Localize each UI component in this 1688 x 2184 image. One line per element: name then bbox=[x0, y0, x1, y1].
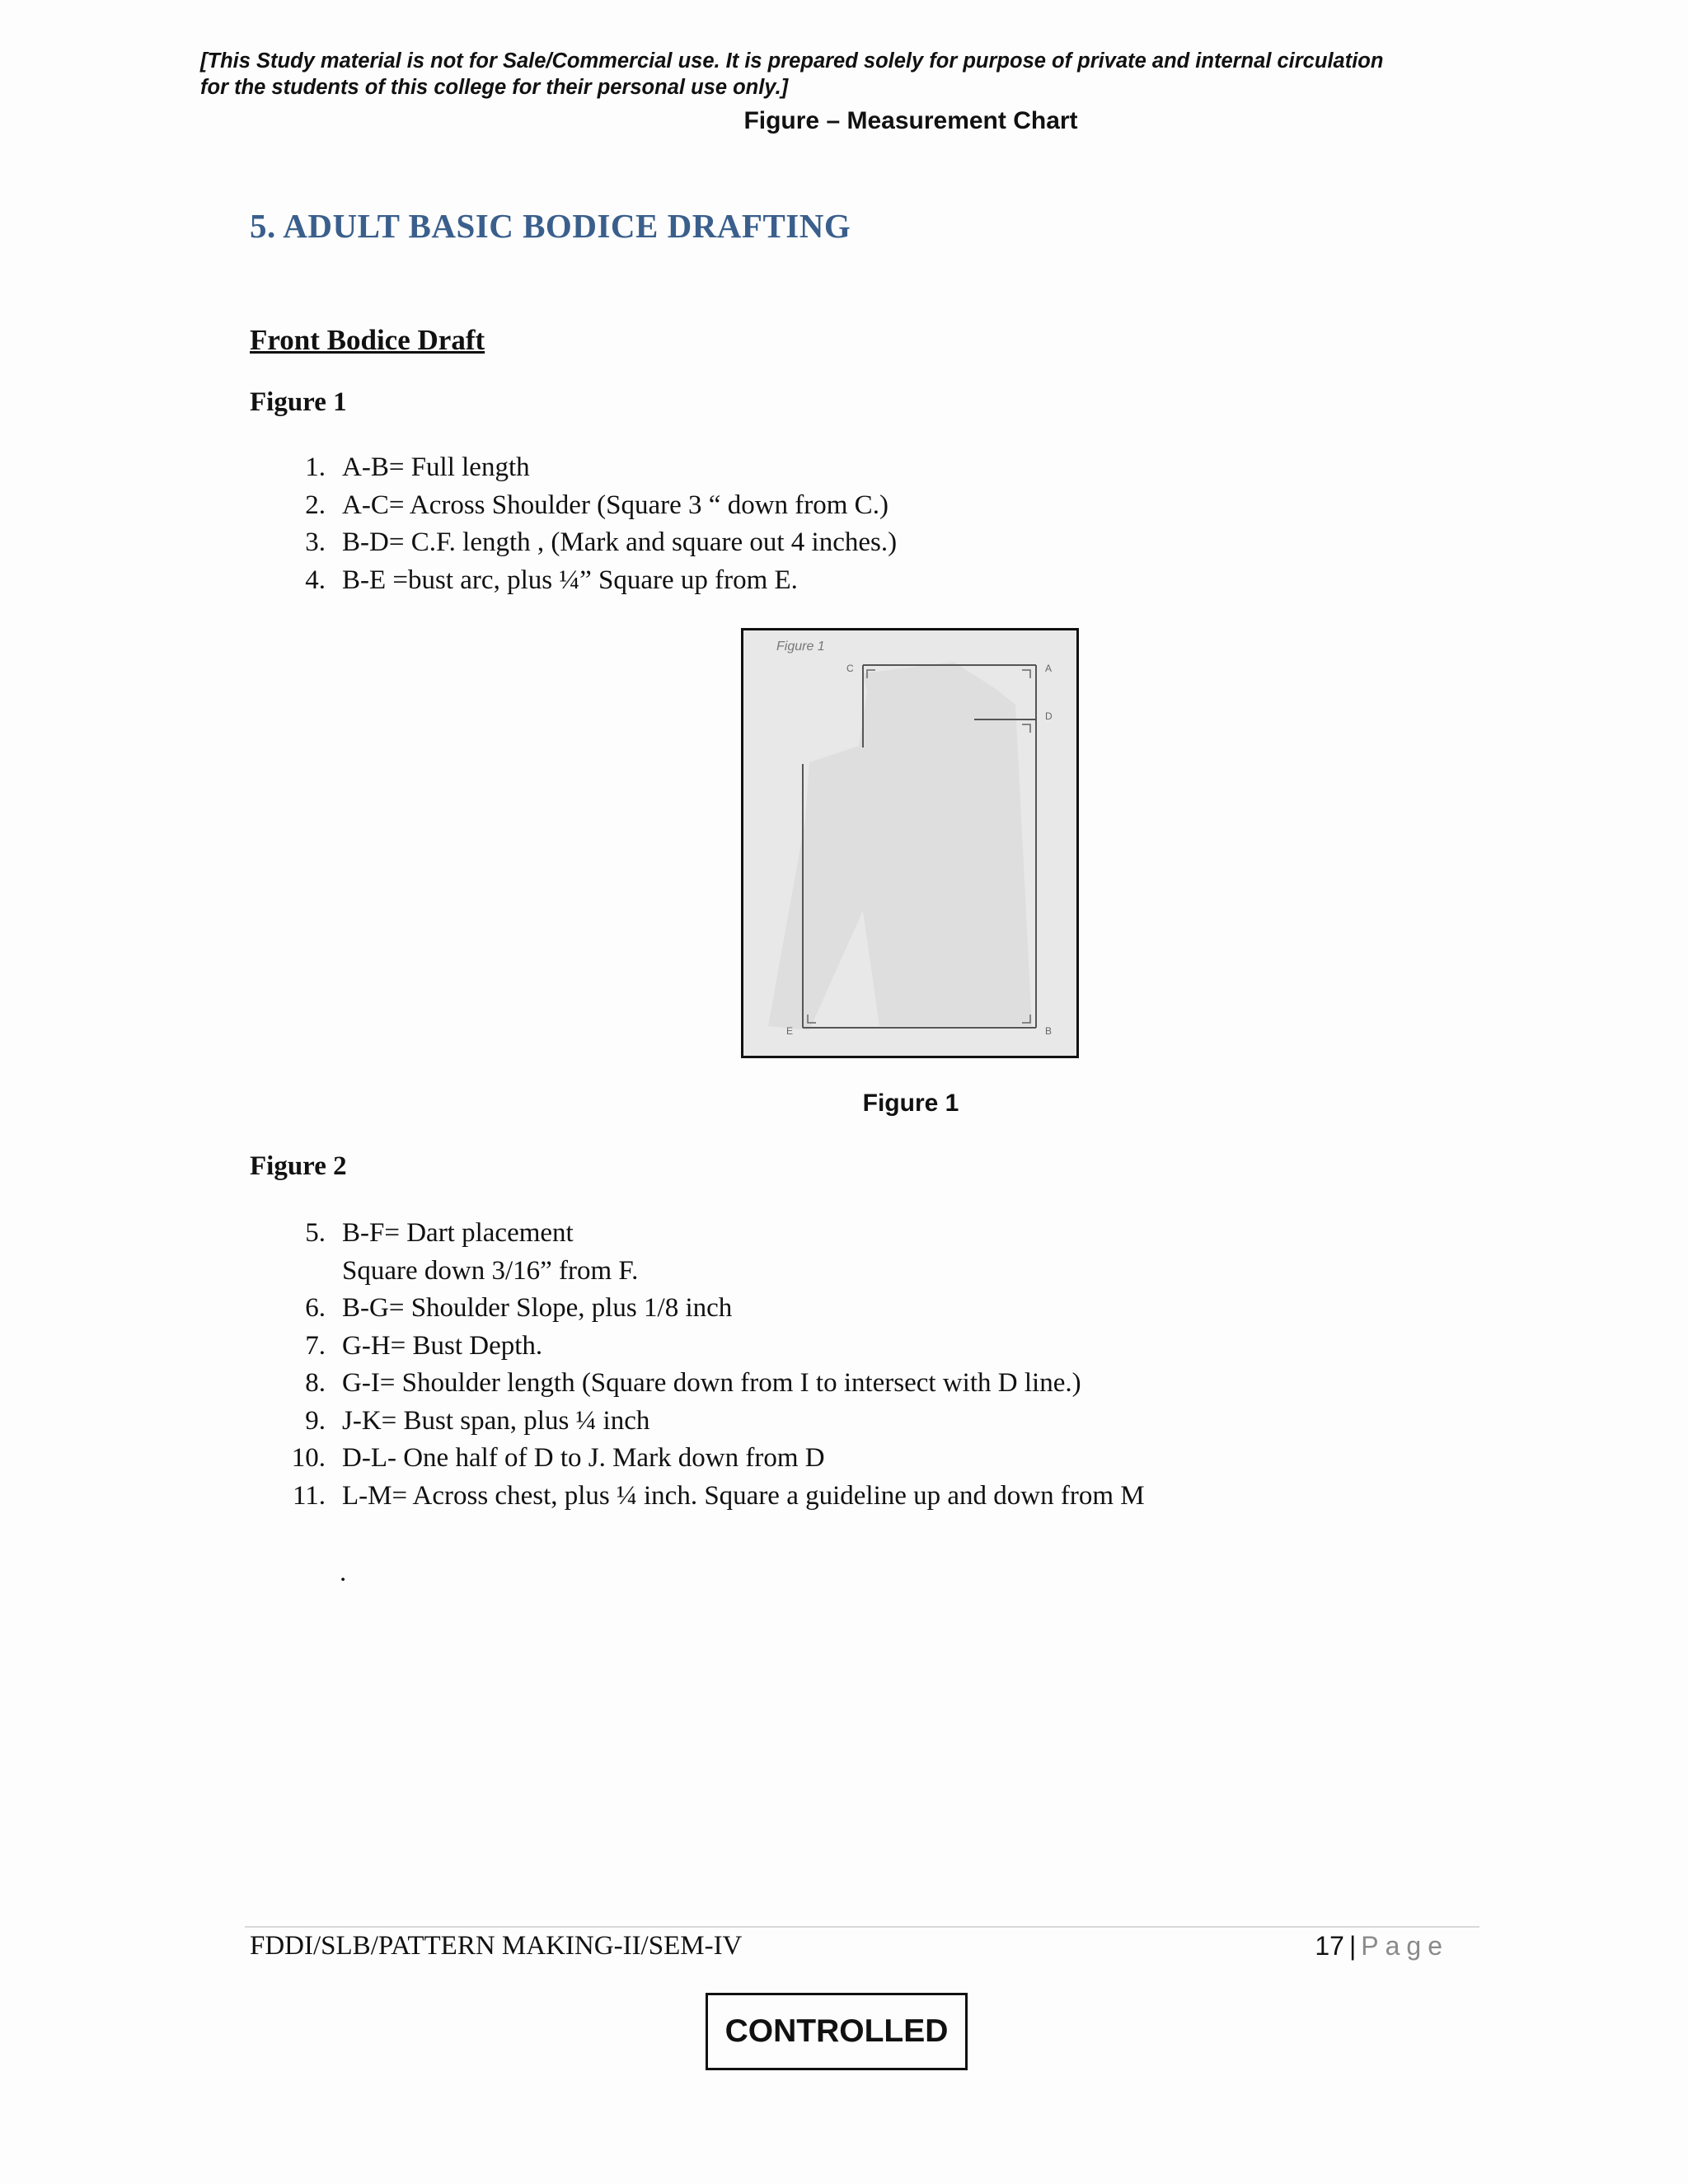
bodice-draft-diagram bbox=[743, 630, 1076, 1056]
controlled-stamp: CONTROLLED bbox=[706, 1993, 968, 2070]
list-item: 8. G-I= Shoulder length (Square down from I to intersect with D line.) bbox=[305, 1368, 1081, 1398]
list-item: 4. B-E =bust arc, plus ¼” Square up from E. bbox=[305, 565, 798, 595]
figure-2-steps bbox=[0, 1215, 1145, 1515]
list-item: 1. A-B= Full length bbox=[305, 452, 530, 482]
diagram-title: Figure 1 bbox=[776, 640, 825, 654]
footer-doc-code: FDDI/SLB/PATTERN MAKING-II/SEM-IV bbox=[250, 1931, 743, 1961]
list-item: 2. A-C= Across Shoulder (Square 3 “ down from C.) bbox=[305, 490, 889, 520]
disclaimer bbox=[200, 48, 1486, 101]
trailing-dot: . bbox=[340, 1558, 347, 1587]
page-word: Page bbox=[1361, 1931, 1449, 1961]
front-bodice-heading: Front Bodice Draft bbox=[250, 324, 485, 356]
disclaimer-line-1: [This Study material is not for Sale/Commercial use. It is prepared solely for purpose of private and internal circulation bbox=[200, 49, 1384, 73]
list-item: 3. B-D= C.F. length , (Mark and square out 4 inches.) bbox=[305, 527, 898, 557]
list-item: 11. L-M= Across chest, plus ¼ inch. Square a guideline up and down from M bbox=[292, 1480, 1145, 1511]
list-item: 7. G-H= Bust Depth. bbox=[305, 1330, 543, 1361]
list-item-continuation: Square down 3/16” from F. bbox=[342, 1255, 639, 1286]
list-item: 5. B-F= Dart placement bbox=[305, 1218, 574, 1248]
point-b-label: B bbox=[1045, 1025, 1053, 1037]
point-c-label: C bbox=[846, 663, 854, 674]
list-item: 6. B-G= Shoulder Slope, plus 1/8 inch bbox=[305, 1293, 733, 1323]
list-item: 10. D-L- One half of D to J. Mark down from D bbox=[291, 1443, 825, 1473]
disclaimer-line-2: for the students of this college for their personal use only.] bbox=[200, 76, 789, 99]
list-item: 9. J-K= Bust span, plus ¼ inch bbox=[305, 1405, 650, 1436]
figure-1-caption: Figure 1 bbox=[862, 1090, 959, 1117]
point-a-label: A bbox=[1045, 663, 1053, 674]
measurement-chart-caption: Figure – Measurement Chart bbox=[743, 107, 1078, 134]
point-e-label: E bbox=[786, 1025, 794, 1037]
figure-1-steps bbox=[0, 449, 897, 599]
section-heading: 5. ADULT BASIC BODICE DRAFTING bbox=[250, 207, 851, 245]
figure-1-image bbox=[741, 628, 1079, 1058]
figure-1-label: Figure 1 bbox=[250, 387, 347, 417]
footer-page-number bbox=[1315, 1931, 1449, 1961]
page-separator: | bbox=[1348, 1931, 1357, 1961]
footer-divider bbox=[245, 1926, 1479, 1928]
figure-2-label: Figure 2 bbox=[250, 1151, 347, 1181]
point-d-label: D bbox=[1045, 710, 1053, 722]
page-number: 17 bbox=[1315, 1931, 1344, 1961]
